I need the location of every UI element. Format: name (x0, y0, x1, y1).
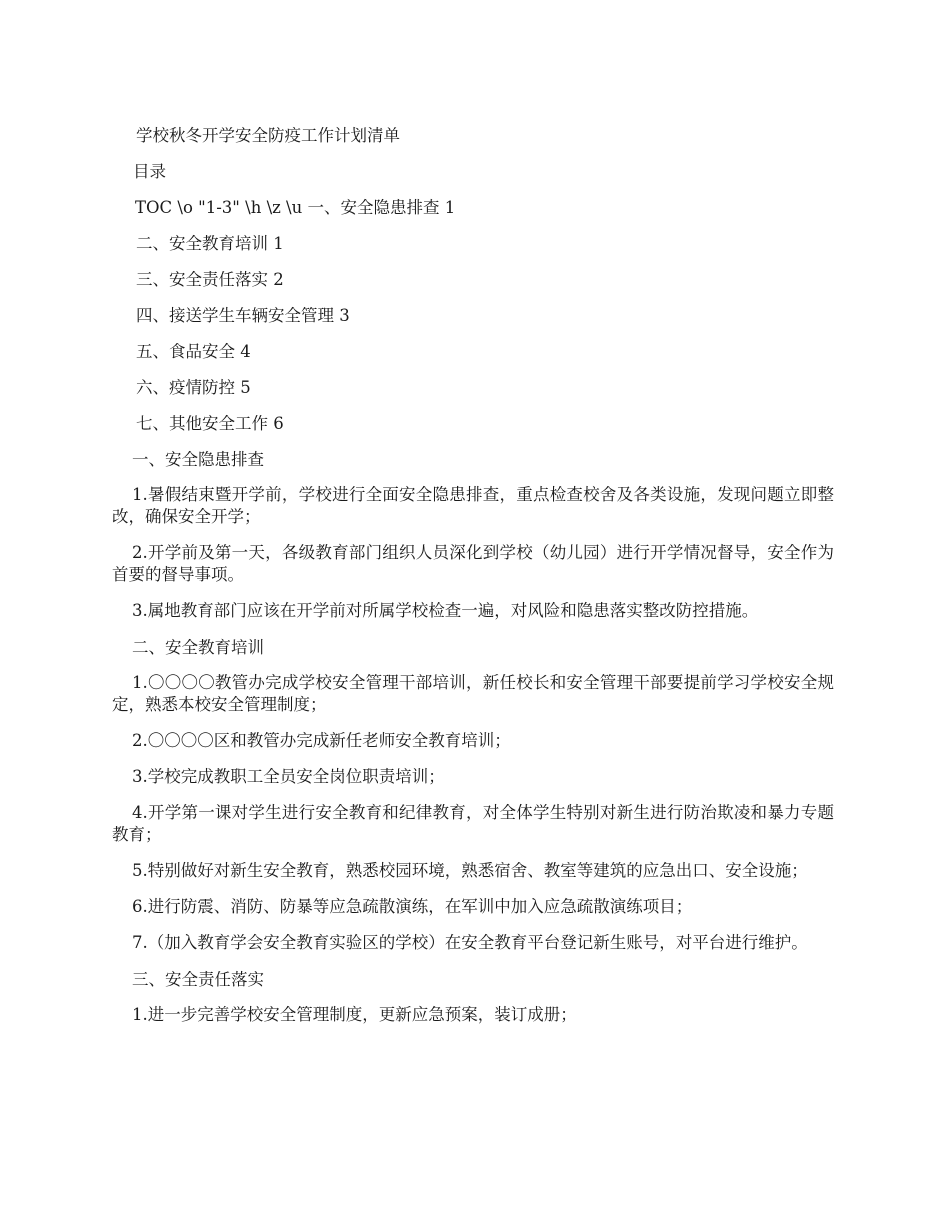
document-body (112, 124, 834, 1040)
paragraph: 1.〇〇〇〇教管办完成学校安全管理干部培训，新任校长和安全管理干部要提前学习学校安全规定，熟悉本校安全管理制度； (112, 673, 834, 714)
toc-item: 四、接送学生车辆安全管理 3 (136, 306, 350, 325)
paragraph: 1.暑假结束暨开学前，学校进行全面安全隐患排查，重点检查校舍及各类设施，发现问题立即整改，确保安全开学； (112, 485, 834, 526)
paragraph: 1.进一步完善学校安全管理制度，更新应急预案，装订成册； (132, 1005, 577, 1024)
toc-item: TOC \o "1-3" \h \z \u 一、安全隐患排查 1 (135, 198, 456, 217)
toc-item: 二、安全教育培训 1 (136, 234, 284, 253)
toc-item: 七、其他安全工作 6 (136, 414, 284, 433)
section-heading: 三、安全责任落实 (132, 970, 264, 989)
toc-heading: 目录 (133, 162, 166, 181)
paragraph: 6.进行防震、消防、防暴等应急疏散演练，在军训中加入应急疏散演练项目； (132, 897, 693, 916)
paragraph: 3.学校完成教职工全员安全岗位职责培训； (132, 767, 445, 786)
document-title: 学校秋冬开学安全防疫工作计划清单 (136, 126, 400, 145)
section-heading: 一、安全隐患排查 (132, 450, 264, 469)
paragraph: 2.〇〇〇〇区和教管办完成新任老师安全教育培训； (132, 731, 511, 750)
toc-item: 五、食品安全 4 (136, 342, 251, 361)
paragraph: 7.（加入教育学会安全教育实验区的学校）在安全教育平台登记新生账号，对平台进行维护。 (132, 933, 808, 952)
toc-item: 三、安全责任落实 2 (136, 270, 284, 289)
paragraph: 4.开学第一课对学生进行安全教育和纪律教育，对全体学生特别对新生进行防治欺凌和暴力专题教育； (112, 803, 834, 844)
paragraph: 2.开学前及第一天，各级教育部门组织人员深化到学校（幼儿园）进行开学情况督导，安全作为首要的督导事项。 (112, 543, 834, 584)
section-heading: 二、安全教育培训 (132, 638, 264, 657)
paragraph: 3.属地教育部门应该在开学前对所属学校检查一遍，对风险和隐患落实整改防控措施。 (132, 601, 759, 620)
toc-item: 六、疫情防控 5 (136, 378, 251, 397)
paragraph: 5.特别做好对新生安全教育，熟悉校园环境，熟悉宿舍、教室等建筑的应急出口、安全设施； (132, 861, 808, 880)
